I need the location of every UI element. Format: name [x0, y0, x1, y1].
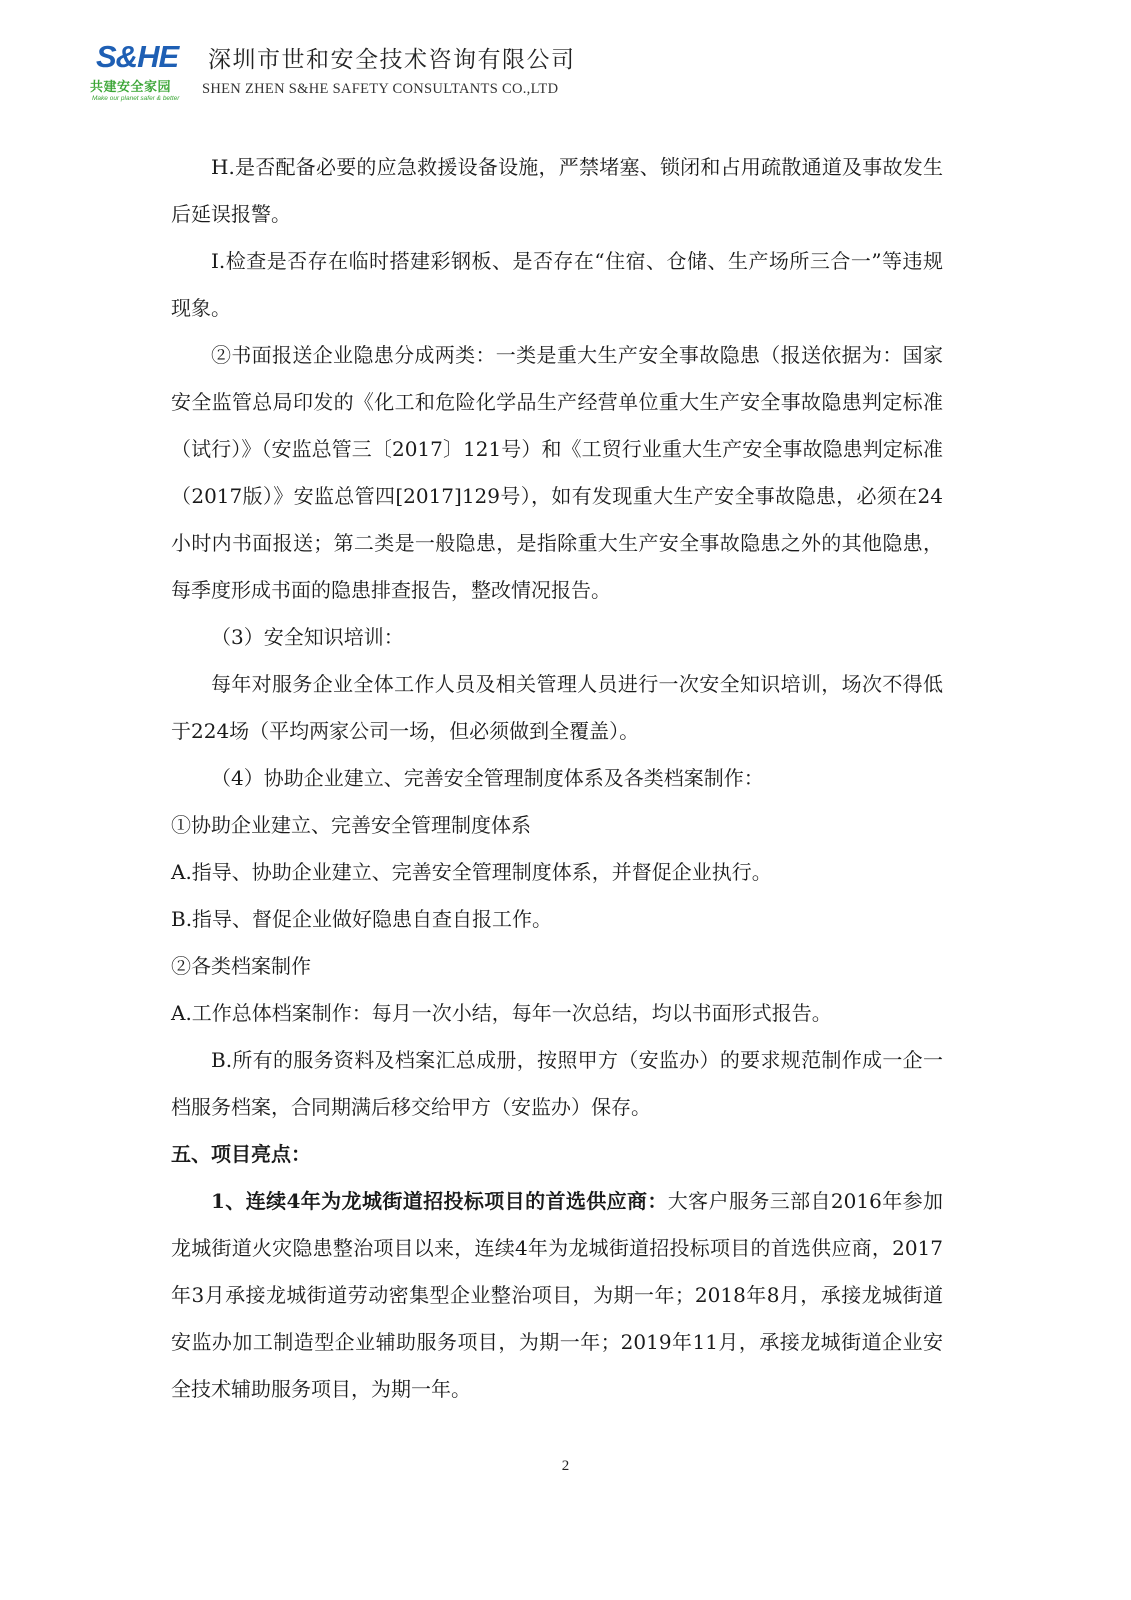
- page-number: 2: [561, 1458, 570, 1474]
- paragraph-subheading-system: （4）协助企业建立、完善安全管理制度体系及各类档案制作：: [211, 766, 764, 790]
- paragraph-training-detail: 每年对服务企业全体工作人员及相关管理人员进行一次安全知识培训，场次不得低于224场（平均两家公司一场，但必须做到全覆盖）。: [171, 672, 943, 743]
- logo-main-text: S&HE: [96, 39, 179, 74]
- paragraph-archive-item-2: ②各类档案制作: [171, 954, 311, 978]
- paragraph-item-h: H.是否配备必要的应急救援设备设施，严禁堵塞、锁闭和占用疏散通道及事故发生后延误报警。: [171, 155, 943, 226]
- company-logo: [84, 40, 196, 106]
- highlight-body: 大客户服务三部自2016年参加龙城街道火灾隐患整治项目以来，连续4年为龙城街道招投标项目的首选供应商，2017年3月承接龙城街道劳动密集型企业整治项目，为期一年；2018年8月，承接龙城街道安监办加工制造型企业辅助服务项目，为期一年；2019年11月，承接龙城街道企业安全技术辅助服务项目，为期一年。: [171, 1189, 943, 1401]
- paragraph-system-item-a: A.指导、协助企业建立、完善安全管理制度体系，并督促企业执行。: [171, 860, 772, 884]
- company-name-chinese: 深圳市世和安全技术咨询有限公司: [208, 47, 576, 73]
- paragraph-archive-item-a: A.工作总体档案制作：每月一次小结，每年一次总结，均以书面形式报告。: [171, 1001, 832, 1025]
- paragraph-item-i: I.检查是否存在临时搭建彩钢板、是否存在“住宿、仓储、生产场所三合一”等违规现象。: [171, 249, 943, 320]
- paragraph-system-item-1: ①协助企业建立、完善安全管理制度体系: [171, 813, 531, 837]
- paragraph-highlight-1: [171, 1178, 943, 1413]
- section-heading: 五、项目亮点：: [171, 1142, 311, 1166]
- logo-tagline: Make our planet safer & better: [92, 95, 180, 102]
- page-header: [84, 40, 784, 110]
- company-name-english: SHEN ZHEN S&HE SAFETY CONSULTANTS CO.,LTD: [202, 81, 559, 97]
- paragraph-archive-item-b: B.所有的服务资料及档案汇总成册，按照甲方（安监办）的要求规范制作成一企一档服务档案，合同期满后移交给甲方（安监办）保存。: [171, 1048, 943, 1119]
- paragraph-system-item-b: B.指导、督促企业做好隐患自查自报工作。: [171, 907, 553, 931]
- highlight-lead: 1、连续4年为龙城街道招投标项目的首选供应商：: [211, 1189, 668, 1213]
- document-body: [171, 144, 943, 1413]
- paragraph-subheading-training: （3）安全知识培训：: [211, 625, 404, 649]
- logo-sub-text: 共建安全家园: [90, 80, 172, 95]
- paragraph-written-report: ②书面报送企业隐患分成两类：一类是重大生产安全事故隐患（报送依据为：国家安全监管总局印发的《化工和危险化学品生产经营单位重大生产安全事故隐患判定标准（试行）》（安监总管三〔2017〕121号）和《工贸行业重大生产安全事故隐患判定标准（2017版）》安监总管四[2017]129号），如有发现重大生产安全事故隐患，必须在24小时内书面报送；第二类是一般隐患，是指除重大生产安全事故隐患之外的其他隐患，每季度形成书面的隐患排查报告，整改情况报告。: [171, 343, 943, 602]
